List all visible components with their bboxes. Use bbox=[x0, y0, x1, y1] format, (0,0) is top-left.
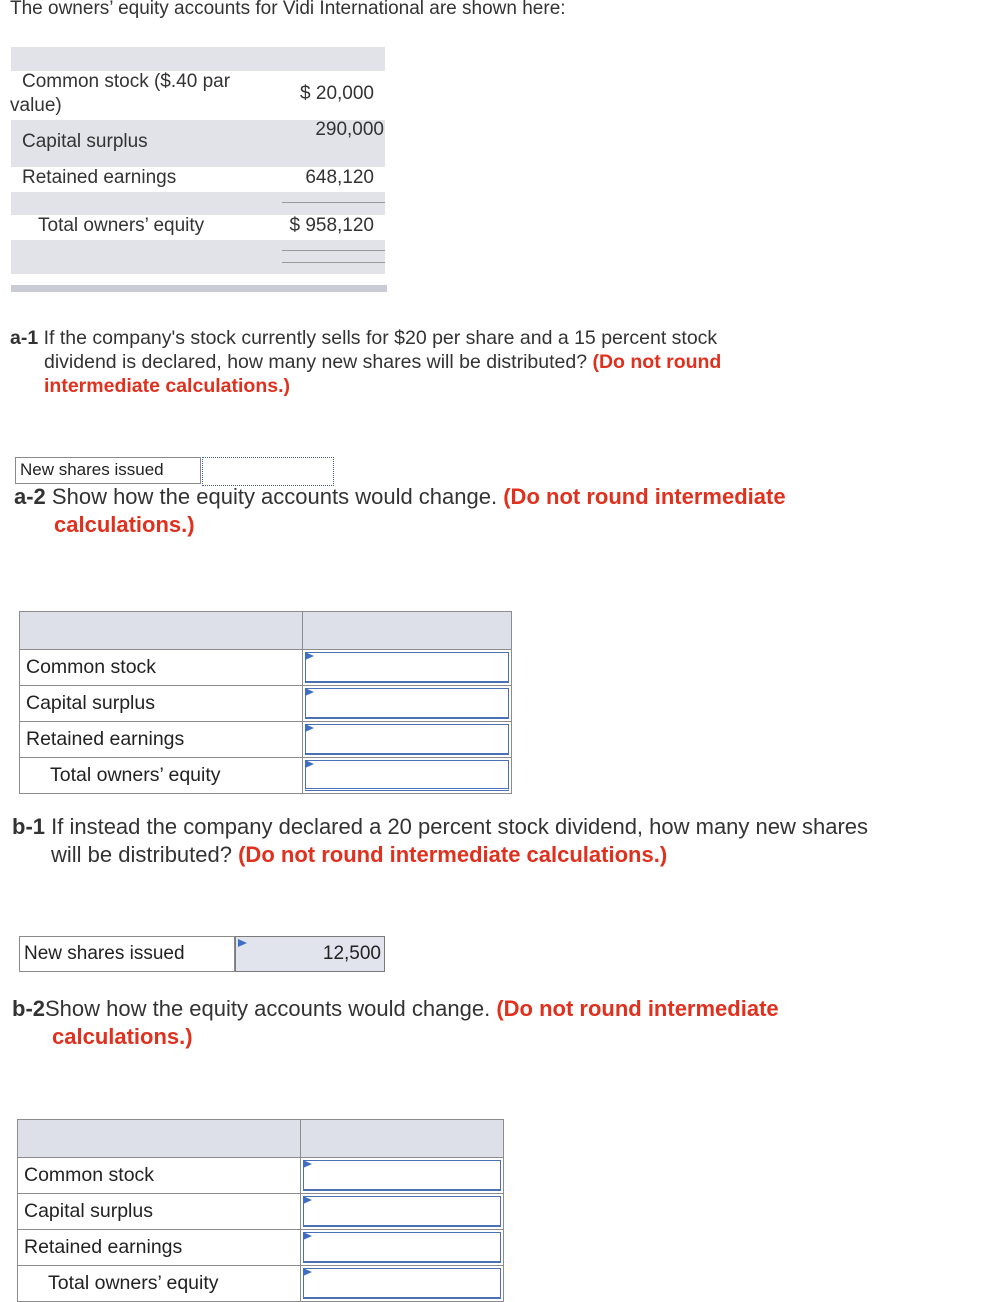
equity-label: Capital surplus bbox=[22, 131, 148, 152]
equity-value: 290,000 bbox=[315, 119, 384, 140]
question-text: will be distributed? bbox=[51, 842, 232, 867]
capital-surplus-input-cell[interactable] bbox=[302, 686, 511, 722]
table-header-row bbox=[20, 612, 512, 650]
input-marker-icon bbox=[303, 1268, 312, 1276]
question-number: b-2 bbox=[12, 996, 45, 1021]
retained-earnings-input[interactable] bbox=[305, 724, 509, 755]
question-b1 bbox=[12, 813, 987, 869]
table-row bbox=[18, 1194, 504, 1230]
total-equity-input[interactable] bbox=[305, 760, 509, 791]
retained-earnings-input[interactable] bbox=[303, 1232, 502, 1263]
question-text: If the company's stock currently sells for $20 per share and a 15 percent stock bbox=[43, 327, 718, 349]
input-marker-icon bbox=[305, 760, 314, 768]
input-marker-icon bbox=[303, 1160, 312, 1168]
header-cell bbox=[302, 612, 511, 650]
total-equity-input-cell[interactable] bbox=[300, 1266, 504, 1302]
retained-earnings-input-cell[interactable] bbox=[300, 1230, 504, 1266]
instruction-note: (Do not round bbox=[592, 351, 722, 373]
question-text: dividend is declared, how many new shares will be distributed? bbox=[44, 351, 588, 373]
equity-header-band bbox=[11, 47, 385, 71]
total-equity-input-cell[interactable] bbox=[302, 758, 511, 794]
equity-band bbox=[11, 192, 385, 215]
table-row bbox=[18, 1266, 504, 1302]
question-number: a-2 bbox=[14, 484, 46, 509]
question-text: Show how the equity accounts would change. bbox=[45, 996, 491, 1021]
row-label: Retained earnings bbox=[18, 1230, 301, 1266]
table-header-row bbox=[18, 1120, 504, 1158]
row-label: Common stock bbox=[18, 1158, 301, 1194]
input-marker-icon bbox=[305, 688, 314, 696]
row-label: Common stock bbox=[20, 650, 303, 686]
capital-surplus-input-cell[interactable] bbox=[300, 1194, 504, 1230]
equity-value: 648,120 bbox=[305, 167, 374, 188]
equity-band bbox=[11, 240, 385, 274]
row-label: Total owners’ equity bbox=[18, 1266, 301, 1302]
header-cell bbox=[20, 612, 303, 650]
answer-table-a2 bbox=[19, 611, 512, 794]
double-underline bbox=[282, 262, 385, 263]
table-row bbox=[20, 686, 512, 722]
table-bottom-bar bbox=[11, 285, 387, 292]
equity-value: $ 20,000 bbox=[300, 83, 374, 104]
underline bbox=[282, 202, 385, 203]
answer-table-b2 bbox=[17, 1119, 504, 1302]
double-underline bbox=[282, 250, 385, 251]
question-number: b-1 bbox=[12, 814, 45, 839]
row-label: Total owners’ equity bbox=[20, 758, 303, 794]
question-a2 bbox=[14, 483, 974, 539]
instruction-note: calculations.) bbox=[54, 512, 195, 537]
total-equity-input[interactable] bbox=[303, 1268, 502, 1299]
row-label: Capital surplus bbox=[20, 686, 303, 722]
equity-value: $ 958,120 bbox=[289, 215, 374, 236]
retained-earnings-input-cell[interactable] bbox=[302, 722, 511, 758]
instruction-note: calculations.) bbox=[52, 1024, 193, 1049]
input-marker-icon bbox=[238, 939, 247, 947]
input-marker-icon bbox=[303, 1232, 312, 1240]
capital-surplus-input[interactable] bbox=[303, 1196, 502, 1227]
equity-label: Retained earnings bbox=[22, 167, 177, 188]
instruction-note: (Do not round intermediate bbox=[496, 996, 779, 1021]
question-text: Show how the equity accounts would change. bbox=[51, 484, 498, 509]
common-stock-input[interactable] bbox=[303, 1160, 502, 1191]
input-marker-icon bbox=[305, 652, 314, 660]
question-b2 bbox=[12, 995, 972, 1051]
question-a1 bbox=[10, 326, 970, 398]
common-stock-input[interactable] bbox=[305, 652, 509, 683]
table-row bbox=[18, 1230, 504, 1266]
input-marker-icon bbox=[305, 724, 314, 732]
instruction-note: intermediate calculations.) bbox=[44, 375, 290, 397]
capital-surplus-input[interactable] bbox=[305, 688, 509, 719]
input-marker-icon bbox=[303, 1196, 312, 1204]
row-label: Retained earnings bbox=[20, 722, 303, 758]
common-stock-input-cell[interactable] bbox=[302, 650, 511, 686]
question-text: If instead the company declared a 20 percent stock dividend, how many new shares bbox=[51, 814, 869, 839]
header-cell bbox=[18, 1120, 301, 1158]
question-number: a-1 bbox=[10, 327, 39, 349]
table-row bbox=[20, 722, 512, 758]
equity-label: Total owners’ equity bbox=[38, 215, 205, 236]
instruction-note: (Do not round intermediate calculations.) bbox=[238, 842, 668, 867]
table-row bbox=[20, 758, 512, 794]
new-shares-label: New shares issued bbox=[15, 457, 201, 484]
table-row bbox=[20, 650, 512, 686]
new-shares-input-b1[interactable] bbox=[235, 936, 385, 972]
common-stock-input-cell[interactable] bbox=[300, 1158, 504, 1194]
new-shares-input-a1[interactable] bbox=[202, 457, 334, 486]
new-shares-value[interactable]: 12,500 bbox=[322, 943, 381, 964]
table-row bbox=[18, 1158, 504, 1194]
header-cell bbox=[300, 1120, 504, 1158]
equity-label: value) bbox=[10, 95, 62, 116]
row-label: Capital surplus bbox=[18, 1194, 301, 1230]
new-shares-label: New shares issued bbox=[19, 936, 235, 972]
instruction-note: (Do not round intermediate bbox=[503, 484, 786, 509]
equity-label: Common stock ($.40 par bbox=[22, 71, 231, 92]
intro-text: The owners’ equity accounts for Vidi International are shown here: bbox=[10, 0, 566, 19]
